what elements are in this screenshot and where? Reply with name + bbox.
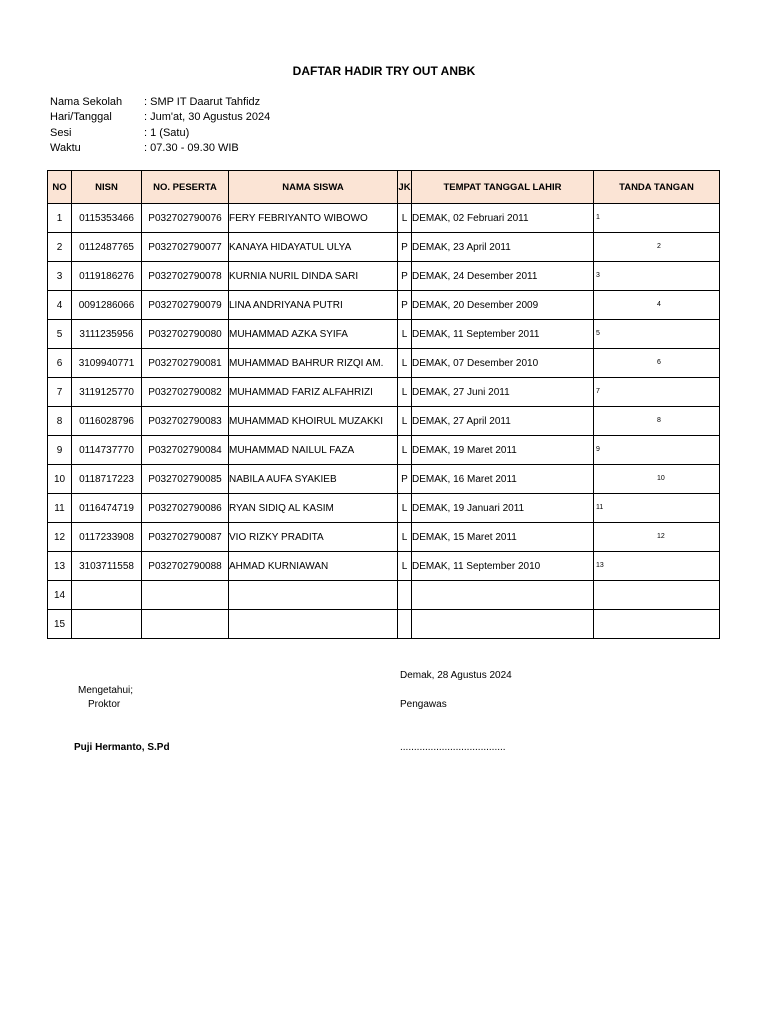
table-row xyxy=(48,320,720,349)
row-signature-cell xyxy=(594,291,720,320)
info-label: Hari/Tanggal xyxy=(50,111,112,124)
row-no: 4 xyxy=(48,291,72,320)
info-row-school xyxy=(50,95,270,110)
proktor-name: Puji Hermanto, S.Pd xyxy=(74,742,170,753)
row-no-peserta: P032702790087 xyxy=(142,523,229,552)
info-value: : Jum'at, 30 Agustus 2024 xyxy=(144,111,271,124)
row-nisn xyxy=(72,581,142,610)
row-ttl: DEMAK, 19 Januari 2011 xyxy=(412,494,594,523)
row-no: 13 xyxy=(48,552,72,581)
row-nisn: 0119186276 xyxy=(72,262,142,291)
table-row xyxy=(48,349,720,378)
row-jk: L xyxy=(398,204,412,233)
row-jk xyxy=(398,581,412,610)
header-nama-siswa: NAMA SISWA xyxy=(229,171,398,204)
row-no-peserta: P032702790079 xyxy=(142,291,229,320)
signature-number: 11 xyxy=(596,504,604,511)
row-nisn: 3109940771 xyxy=(72,349,142,378)
table-row xyxy=(48,204,720,233)
signature-number: 4 xyxy=(657,301,661,308)
row-no: 15 xyxy=(48,610,72,639)
attendance-table xyxy=(47,170,720,639)
row-no: 9 xyxy=(48,436,72,465)
row-no-peserta xyxy=(142,581,229,610)
info-row-date xyxy=(50,110,270,125)
row-nisn: 0091286066 xyxy=(72,291,142,320)
row-no: 5 xyxy=(48,320,72,349)
signature-number: 3 xyxy=(596,272,600,279)
signature-number: 12 xyxy=(657,533,665,540)
row-nama-siswa: KANAYA HIDAYATUL ULYA xyxy=(229,233,398,262)
row-ttl: DEMAK, 19 Maret 2011 xyxy=(412,436,594,465)
row-signature-cell xyxy=(594,436,720,465)
table-row xyxy=(48,523,720,552)
row-nama-siswa: MUHAMMAD NAILUL FAZA xyxy=(229,436,398,465)
row-no-peserta: P032702790080 xyxy=(142,320,229,349)
row-no: 2 xyxy=(48,233,72,262)
row-nisn: 0117233908 xyxy=(72,523,142,552)
header-nisn: NISN xyxy=(72,171,142,204)
row-no-peserta: P032702790085 xyxy=(142,465,229,494)
row-no: 10 xyxy=(48,465,72,494)
signature-number: 10 xyxy=(657,475,665,482)
row-no: 1 xyxy=(48,204,72,233)
row-no-peserta: P032702790083 xyxy=(142,407,229,436)
row-ttl: DEMAK, 23 April 2011 xyxy=(412,233,594,262)
row-nama-siswa: MUHAMMAD AZKA SYIFA xyxy=(229,320,398,349)
row-nama-siswa: MUHAMMAD FARIZ ALFAHRIZI xyxy=(229,378,398,407)
row-nisn: 0116474719 xyxy=(72,494,142,523)
row-jk: P xyxy=(398,233,412,262)
row-ttl: DEMAK, 02 Februari 2011 xyxy=(412,204,594,233)
signature-number: 13 xyxy=(596,562,604,569)
row-no: 6 xyxy=(48,349,72,378)
row-signature-cell xyxy=(594,494,720,523)
pengawas-signature-line: ...................................... xyxy=(400,742,506,753)
row-ttl: DEMAK, 24 Desember 2011 xyxy=(412,262,594,291)
row-no: 14 xyxy=(48,581,72,610)
info-row-session xyxy=(50,126,270,141)
row-nama-siswa: RYAN SIDIQ AL KASIM xyxy=(229,494,398,523)
row-nama-siswa xyxy=(229,581,398,610)
footer-mengetahui: Mengetahui; xyxy=(78,685,134,696)
row-jk: P xyxy=(398,291,412,320)
row-nama-siswa: NABILA AUFA SYAKIEB xyxy=(229,465,398,494)
table-row xyxy=(48,378,720,407)
row-ttl: DEMAK, 15 Maret 2011 xyxy=(412,523,594,552)
row-jk: L xyxy=(398,407,412,436)
row-jk xyxy=(398,610,412,639)
school-info xyxy=(50,95,270,156)
row-nisn: 0114737770 xyxy=(72,436,142,465)
row-signature-cell xyxy=(594,349,720,378)
row-signature-cell xyxy=(594,465,720,494)
row-jk: L xyxy=(398,378,412,407)
row-nisn: 0112487765 xyxy=(72,233,142,262)
footer-date: Demak, 28 Agustus 2024 xyxy=(400,670,512,681)
footer-pengawas-label: Pengawas xyxy=(400,699,447,710)
row-signature-cell xyxy=(594,378,720,407)
row-nama-siswa: KURNIA NURIL DINDA SARI xyxy=(229,262,398,291)
table-row xyxy=(48,436,720,465)
row-no-peserta: P032702790088 xyxy=(142,552,229,581)
table-row xyxy=(48,262,720,291)
row-no-peserta: P032702790076 xyxy=(142,204,229,233)
row-no: 3 xyxy=(48,262,72,291)
info-row-time xyxy=(50,141,270,156)
table-row xyxy=(48,494,720,523)
row-ttl: DEMAK, 27 April 2011 xyxy=(412,407,594,436)
table-row xyxy=(48,407,720,436)
row-nisn xyxy=(72,610,142,639)
row-no-peserta: P032702790084 xyxy=(142,436,229,465)
row-signature-cell xyxy=(594,552,720,581)
row-signature-cell xyxy=(594,262,720,291)
row-no-peserta: P032702790077 xyxy=(142,233,229,262)
table-row xyxy=(48,552,720,581)
signature-number: 8 xyxy=(657,417,661,424)
row-jk: L xyxy=(398,349,412,378)
table-row xyxy=(48,233,720,262)
table-row xyxy=(48,291,720,320)
row-ttl xyxy=(412,581,594,610)
header-no: NO xyxy=(48,171,72,204)
header-ttl: TEMPAT TANGGAL LAHIR xyxy=(412,171,594,204)
row-signature-cell xyxy=(594,407,720,436)
document-title: DAFTAR HADIR TRY OUT ANBK xyxy=(292,64,476,78)
table-row xyxy=(48,610,720,639)
row-no: 7 xyxy=(48,378,72,407)
row-nisn: 0115353466 xyxy=(72,204,142,233)
signature-number: 6 xyxy=(657,359,661,366)
row-ttl: DEMAK, 07 Desember 2010 xyxy=(412,349,594,378)
row-ttl xyxy=(412,610,594,639)
row-ttl: DEMAK, 11 September 2010 xyxy=(412,552,594,581)
row-signature-cell xyxy=(594,320,720,349)
row-nama-siswa: FERY FEBRIYANTO WIBOWO xyxy=(229,204,398,233)
row-nama-siswa xyxy=(229,610,398,639)
footer-proktor-label: Proktor xyxy=(88,699,121,710)
info-label: Waktu xyxy=(50,141,81,154)
row-no-peserta xyxy=(142,610,229,639)
row-no-peserta: P032702790078 xyxy=(142,262,229,291)
row-ttl: DEMAK, 16 Maret 2011 xyxy=(412,465,594,494)
row-jk: P xyxy=(398,262,412,291)
row-jk: L xyxy=(398,494,412,523)
row-no-peserta: P032702790082 xyxy=(142,378,229,407)
row-no-peserta: P032702790086 xyxy=(142,494,229,523)
row-no: 11 xyxy=(48,494,72,523)
row-jk: L xyxy=(398,320,412,349)
row-signature-cell xyxy=(594,581,720,610)
signature-number: 7 xyxy=(596,388,600,395)
info-value: : 07.30 - 09.30 WIB xyxy=(144,141,239,154)
row-signature-cell xyxy=(594,233,720,262)
signature-number: 5 xyxy=(596,330,600,337)
row-signature-cell xyxy=(594,610,720,639)
row-no: 8 xyxy=(48,407,72,436)
row-nama-siswa: LINA ANDRIYANA PUTRI xyxy=(229,291,398,320)
row-jk: L xyxy=(398,552,412,581)
signature-number: 2 xyxy=(657,243,661,250)
header-tanda-tangan: TANDA TANGAN xyxy=(594,171,720,204)
row-nisn: 3111235956 xyxy=(72,320,142,349)
table-row xyxy=(48,465,720,494)
header-jk: JK xyxy=(398,171,412,204)
row-ttl: DEMAK, 27 Juni 2011 xyxy=(412,378,594,407)
row-jk: L xyxy=(398,436,412,465)
row-nisn: 3119125770 xyxy=(72,378,142,407)
signature-number: 9 xyxy=(596,446,600,453)
row-signature-cell xyxy=(594,523,720,552)
row-nisn: 3103711558 xyxy=(72,552,142,581)
info-label: Nama Sekolah xyxy=(50,96,123,108)
table-row xyxy=(48,581,720,610)
header-no-peserta: NO. PESERTA xyxy=(142,171,229,204)
row-nama-siswa: VIO RIZKY PRADITA xyxy=(229,523,398,552)
row-nisn: 0116028796 xyxy=(72,407,142,436)
table-header-row xyxy=(48,171,720,204)
row-ttl: DEMAK, 20 Desember 2009 xyxy=(412,291,594,320)
row-signature-cell xyxy=(594,204,720,233)
info-value: : SMP IT Daarut Tahfidz xyxy=(144,96,261,108)
row-nama-siswa: MUHAMMAD KHOIRUL MUZAKKI xyxy=(229,407,398,436)
row-jk: P xyxy=(398,465,412,494)
row-jk: L xyxy=(398,523,412,552)
row-ttl: DEMAK, 11 September 2011 xyxy=(412,320,594,349)
info-value: : 1 (Satu) xyxy=(144,126,190,139)
row-no-peserta: P032702790081 xyxy=(142,349,229,378)
row-nisn: 0118717223 xyxy=(72,465,142,494)
signature-number: 1 xyxy=(596,214,600,221)
row-no: 12 xyxy=(48,523,72,552)
info-label: Sesi xyxy=(50,126,72,139)
row-nama-siswa: AHMAD KURNIAWAN xyxy=(229,552,398,581)
row-nama-siswa: MUHAMMAD BAHRUR RIZQI AM. xyxy=(229,349,398,378)
